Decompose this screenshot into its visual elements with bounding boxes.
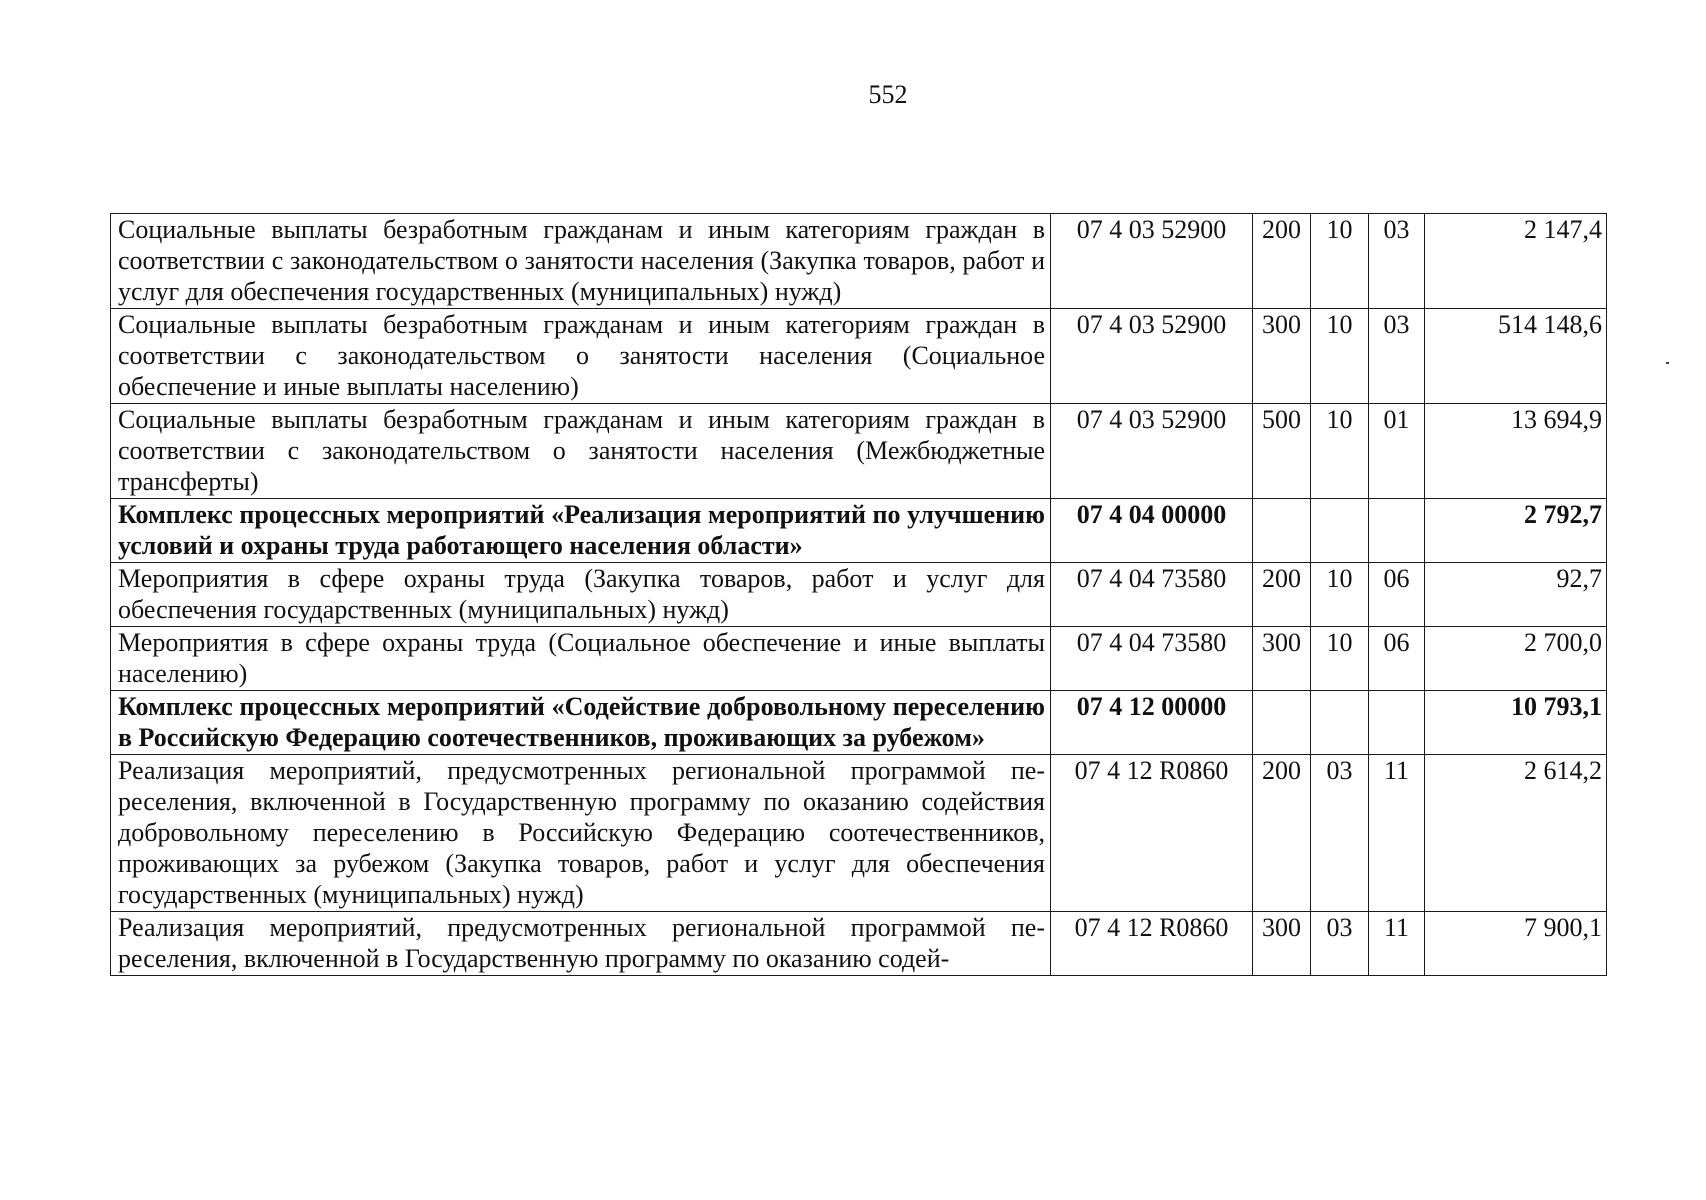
table-row <box>111 214 1607 309</box>
row-expense-type: 200 <box>1253 563 1311 627</box>
table-row <box>111 627 1607 691</box>
row-amount: 7 900,1 <box>1425 912 1607 976</box>
row-section <box>1311 499 1369 563</box>
row-program-code: 07 4 03 52900 <box>1051 214 1253 309</box>
table-row <box>111 499 1607 563</box>
row-section: 10 <box>1311 627 1369 691</box>
row-expense-type: 200 <box>1253 755 1311 912</box>
row-subsection: 03 <box>1369 214 1425 309</box>
row-program-code: 07 4 12 R0860 <box>1051 912 1253 976</box>
table-row <box>111 563 1607 627</box>
row-description: Реализация мероприятий, предусмотренных региональной программой переселения, включенной в Государственную программу по оказанию содействия добровольному переселению в Российскую Федерацию соотечественников, проживающих за рубежом (Закупка товаров, работ и услуг для обеспечения государственных (муниципальных) нужд) <box>111 755 1051 912</box>
scan-speck <box>1666 362 1669 364</box>
row-amount: 2 614,2 <box>1425 755 1607 912</box>
row-program-code: 07 4 12 R0860 <box>1051 755 1253 912</box>
row-section: 03 <box>1311 755 1369 912</box>
row-amount: 514 148,6 <box>1425 309 1607 404</box>
row-subsection: 06 <box>1369 627 1425 691</box>
row-description: Мероприятия в сфере охраны труда (Социальное обеспечение и иные выплаты населению) <box>111 627 1051 691</box>
row-amount: 13 694,9 <box>1425 404 1607 499</box>
row-description: Реализация мероприятий, предусмотренных региональной программой переселения, включенной в Государственную программу по оказанию содей- <box>111 912 1051 976</box>
row-description: Социальные выплаты безработным гражданам и иным категориям граждан в соответствии с законодательством о занятости населения (Закупка товаров, работ и услуг для обеспечения государственных (муниципальных) нужд) <box>111 214 1051 309</box>
row-section: 10 <box>1311 404 1369 499</box>
row-description: Социальные выплаты безработным гражданам и иным категориям граждан в соответствии с законодательством о занятости населения (Межбюджетные трансферты) <box>111 404 1051 499</box>
row-program-code: 07 4 04 00000 <box>1051 499 1253 563</box>
row-amount: 10 793,1 <box>1425 691 1607 755</box>
row-subsection: 06 <box>1369 563 1425 627</box>
row-program-code: 07 4 04 73580 <box>1051 627 1253 691</box>
budget-table <box>110 213 1607 976</box>
row-section: 03 <box>1311 912 1369 976</box>
row-description: Социальные выплаты безработным гражданам и иным категориям граждан в соответствии с законодательством о занятости населения (Социальное обеспечение и иные выплаты населению) <box>111 309 1051 404</box>
table-row <box>111 691 1607 755</box>
row-expense-type <box>1253 499 1311 563</box>
row-program-code: 07 4 12 00000 <box>1051 691 1253 755</box>
row-subsection: 01 <box>1369 404 1425 499</box>
row-subsection: 11 <box>1369 755 1425 912</box>
row-expense-type <box>1253 691 1311 755</box>
row-subsection: 03 <box>1369 309 1425 404</box>
table-row <box>111 755 1607 912</box>
page-number: 552 <box>868 80 908 109</box>
table-row <box>111 912 1607 976</box>
table-body <box>111 214 1607 976</box>
row-description: Мероприятия в сфере охраны труда (Закупка товаров, работ и услуг для обеспечения государственных (муниципальных) нужд) <box>111 563 1051 627</box>
row-section: 10 <box>1311 563 1369 627</box>
row-expense-type: 500 <box>1253 404 1311 499</box>
row-expense-type: 200 <box>1253 214 1311 309</box>
row-section <box>1311 691 1369 755</box>
row-program-code: 07 4 03 52900 <box>1051 309 1253 404</box>
row-description: Комплекс процессных мероприятий «Реализация мероприятий по улучшению условий и охраны труда работающего населения области» <box>111 499 1051 563</box>
row-amount: 2 147,4 <box>1425 214 1607 309</box>
row-program-code: 07 4 04 73580 <box>1051 563 1253 627</box>
row-expense-type: 300 <box>1253 309 1311 404</box>
row-section: 10 <box>1311 214 1369 309</box>
table-row <box>111 309 1607 404</box>
row-description: Комплекс процессных мероприятий «Содействие добровольному переселению в Российскую Федерацию соотечественников, проживающих за рубежом» <box>111 691 1051 755</box>
row-subsection <box>1369 691 1425 755</box>
row-amount: 2 700,0 <box>1425 627 1607 691</box>
table-row <box>111 404 1607 499</box>
row-subsection: 11 <box>1369 912 1425 976</box>
row-expense-type: 300 <box>1253 627 1311 691</box>
row-subsection <box>1369 499 1425 563</box>
row-program-code: 07 4 03 52900 <box>1051 404 1253 499</box>
row-expense-type: 300 <box>1253 912 1311 976</box>
row-amount: 2 792,7 <box>1425 499 1607 563</box>
row-amount: 92,7 <box>1425 563 1607 627</box>
row-section: 10 <box>1311 309 1369 404</box>
